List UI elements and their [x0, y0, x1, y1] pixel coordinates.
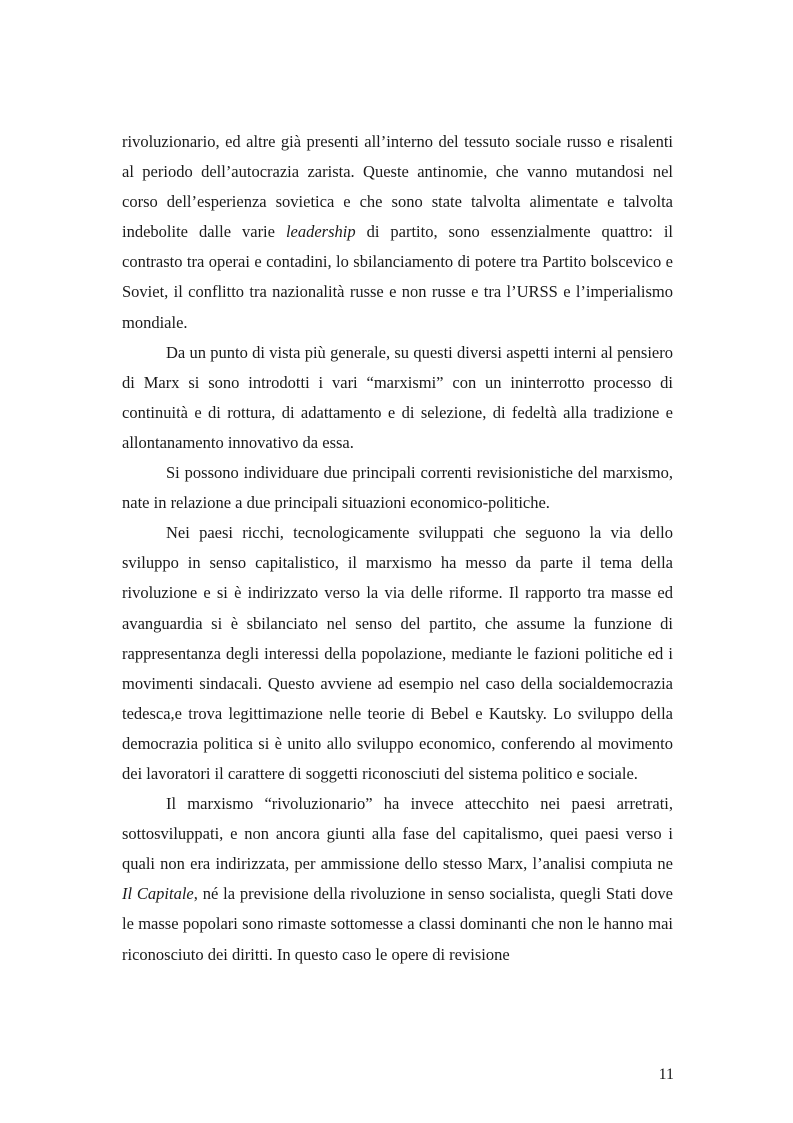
paragraph-2-text: Da un punto di vista più generale, su questi diversi aspetti interni al pensiero di Marx si sono introdotti i vari “marxismi” con un ininterrotto processo di continuità e di rottura, di adattamento e di selezione, di fedeltà alla tradizione e allontanamento innovativo da essa.	[122, 342, 673, 452]
paragraph-1-text: rivoluzionario, ed altre già presenti all’interno del tessuto sociale russo e risalenti al periodo dell’autocrazia zarista. Queste antinomie, che vanno mutandosi nel corso dell’esperienza sovietica e che sono state talvolta alimentate e talvolta indebolite dalle varie	[122, 132, 673, 242]
page-number: 11	[658, 1066, 674, 1083]
paragraph-1-italic-term: leadership	[285, 222, 356, 242]
paragraph-3-text: Si possono individuare due principali correnti revisionistiche del marxismo, nate in relazione a due principali situazioni economico-politiche.	[122, 463, 673, 513]
paragraph-4-text: Nei paesi ricchi, tecnologicamente sviluppati che seguono la via dello sviluppo in senso capitalistico, il marxismo ha messo da parte il tema della rivoluzione e si è indirizzato verso la via delle riforme. Il rapporto tra masse ed avanguardia si è sbilanciato nel senso del partito, che assume la funzione di rappresentanza degli interessi della popolazione, mediante le fazioni politiche ed i movimenti sindacali. Questo avviene ad esempio nel caso della socialdemocrazia tedesca,e trova legittimazione nelle teorie di Bebel e Kautsky. Lo sviluppo della democrazia politica si è unito allo sviluppo economico, conferendo al movimento dei lavoratori il carattere di soggetti riconosciuti del sistema politico e sociale.	[122, 523, 673, 783]
paragraph-3	[122, 458, 673, 518]
paragraph-5-text-continued: , né la previsione della rivoluzione in senso socialista, quegli Stati dove le masse popolari sono rimaste sottomesse a classi dominanti che non le hanno mai riconosciuto dei diritti. In questo caso le opere di revisione	[122, 884, 673, 964]
paragraph-5-italic-title: Il Capitale	[122, 884, 194, 904]
paragraph-4	[122, 518, 673, 789]
paragraph-5	[122, 789, 673, 970]
paragraph-1	[122, 127, 673, 338]
paragraph-2	[122, 338, 673, 458]
paragraph-1-text-continued: di partito, sono essenzialmente quattro: il contrasto tra operai e contadini, lo sbilanciamento di potere tra Partito bolscevico e Soviet, il conflitto tra nazionalità russe e non russe e tra l’URSS e l’imperialismo mondiale.	[122, 222, 673, 332]
paragraph-5-text: Il marxismo “rivoluzionario” ha invece attecchito nei paesi arretrati, sottosviluppati, e non ancora giunti alla fase del capitalismo, quei paesi verso i quali non era indirizzata, per ammissione dello stesso Marx, l’analisi compiuta ne	[122, 794, 673, 874]
body-text	[122, 127, 673, 970]
